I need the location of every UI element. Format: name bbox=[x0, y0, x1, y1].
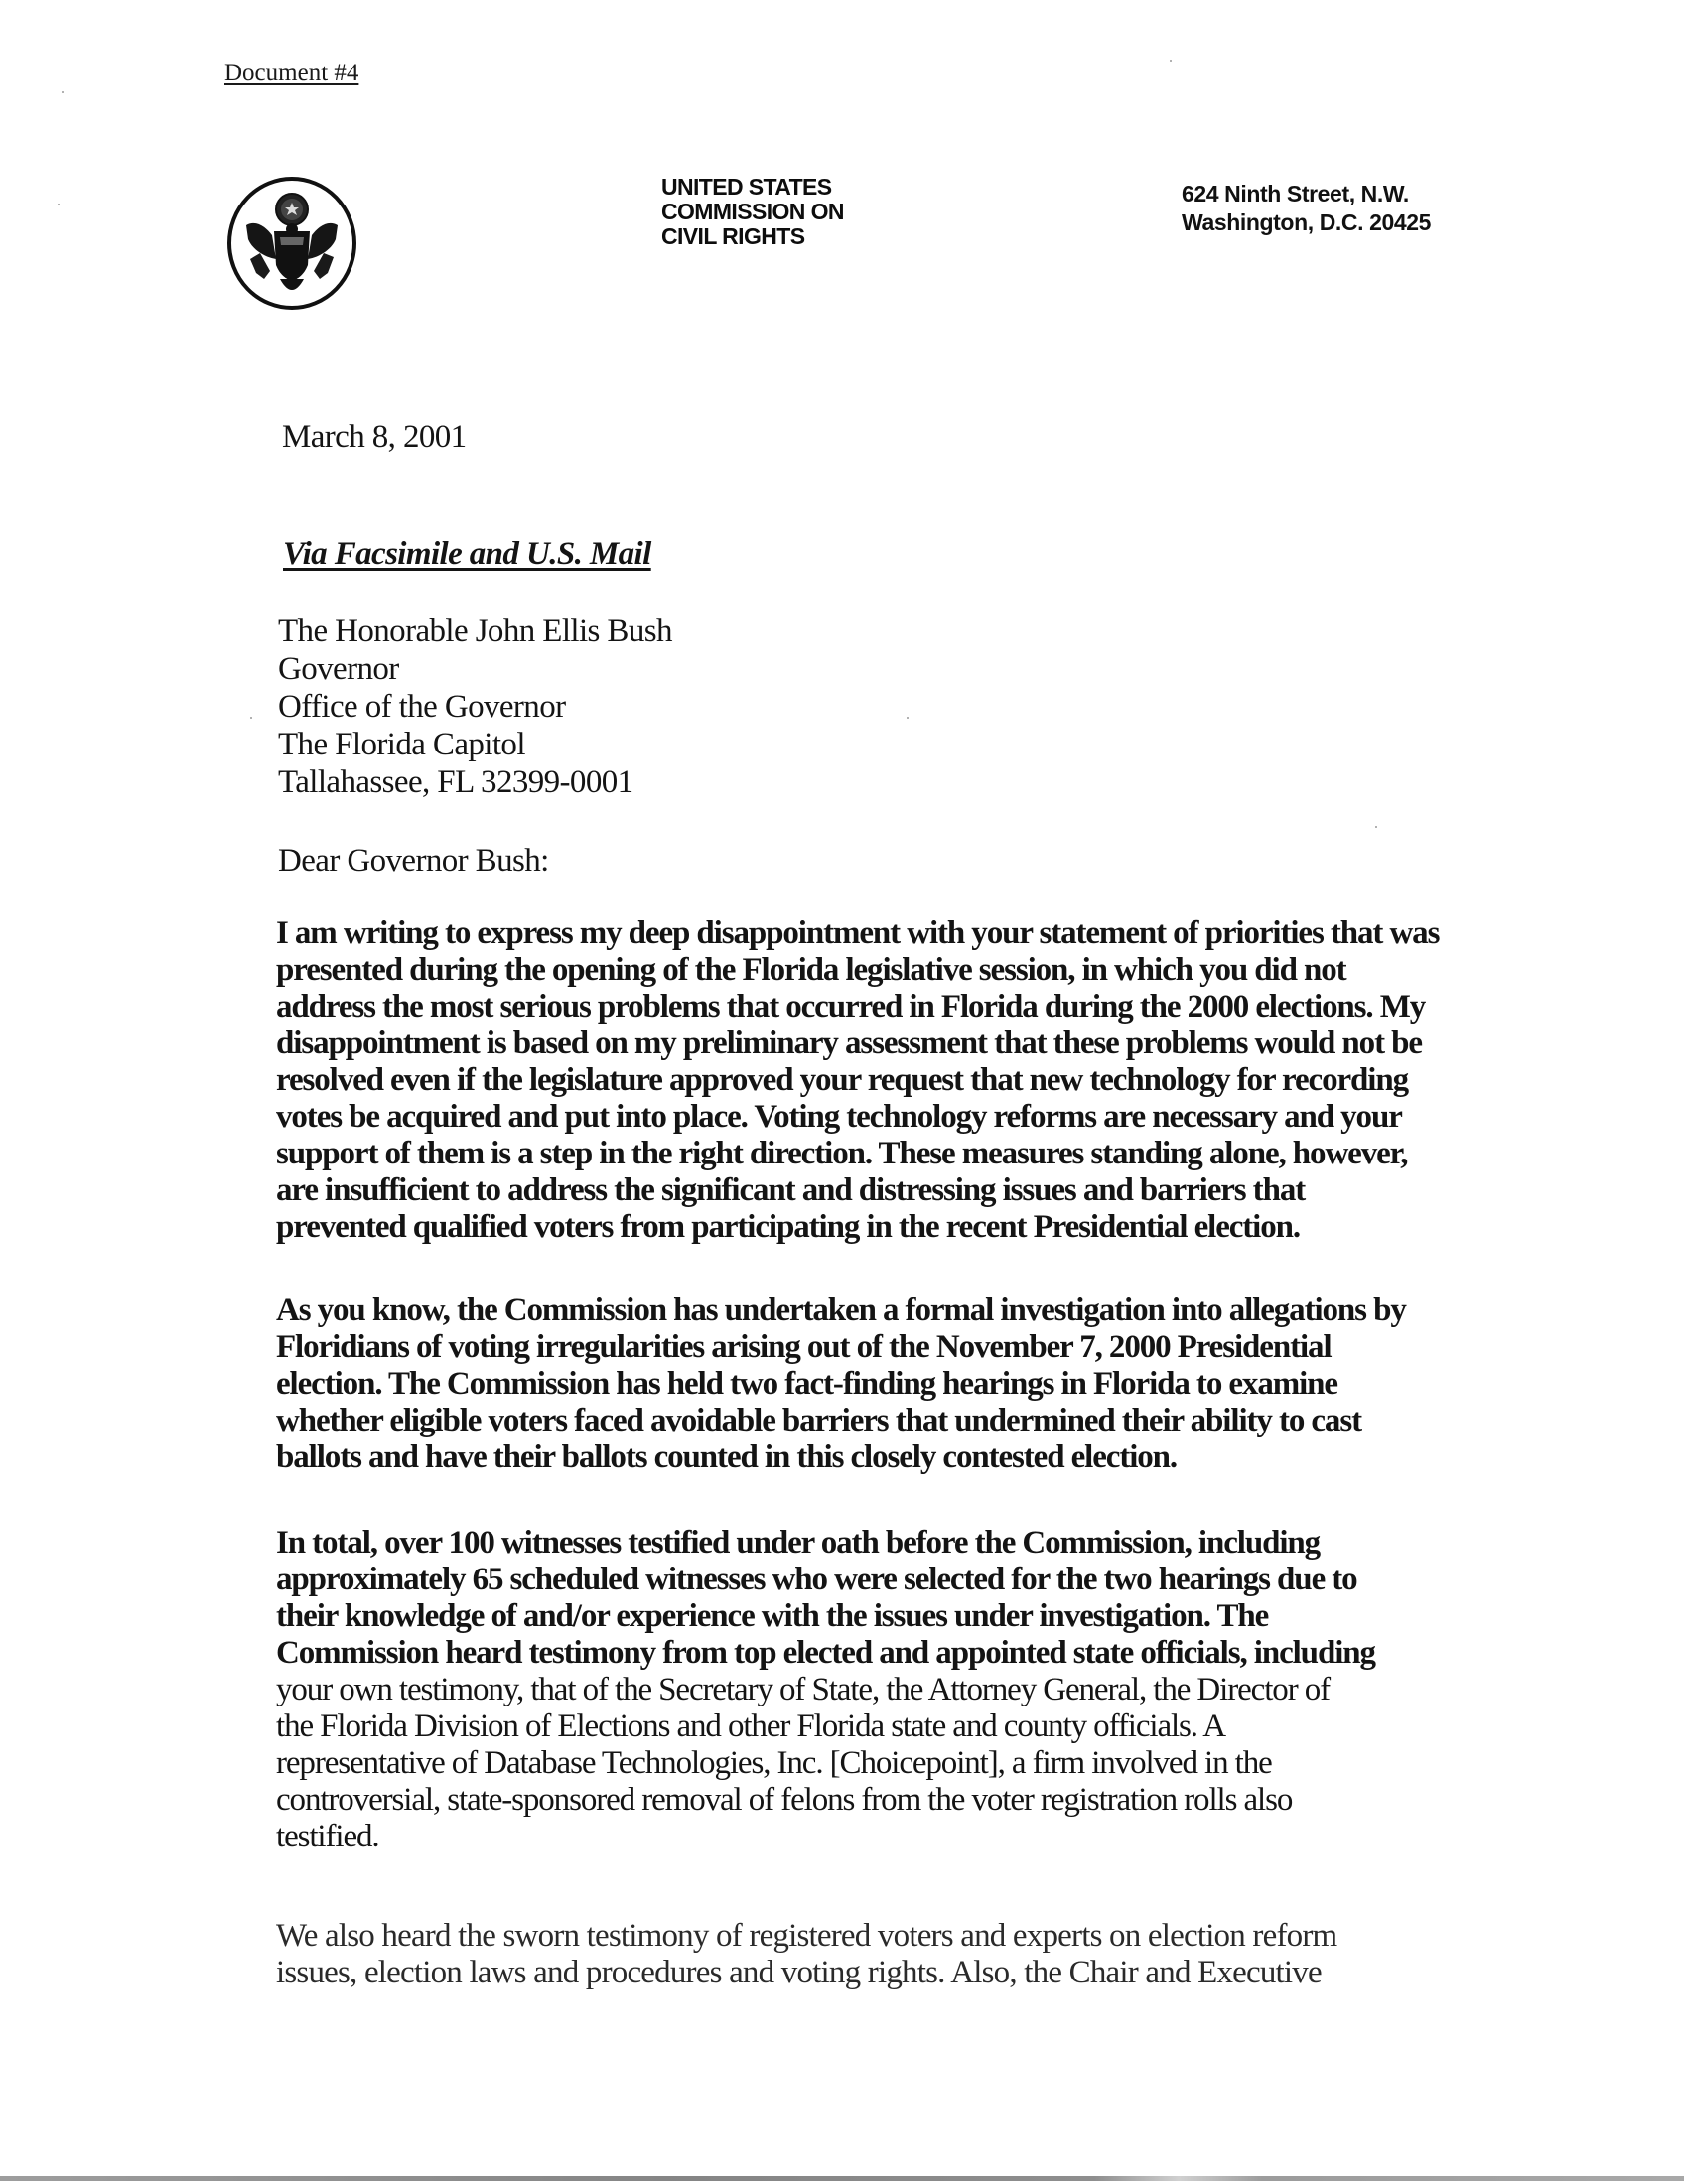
paragraph-line: issues, election laws and procedures and voting rights. Also, the Chair and Executive bbox=[276, 1955, 1322, 1990]
body-paragraph-1 bbox=[276, 915, 1439, 1246]
recipient-city: Tallahassee, FL 32399-0001 bbox=[278, 764, 633, 800]
recipient-title: Governor bbox=[278, 651, 399, 687]
agency-line: COMMISSION ON bbox=[661, 199, 844, 224]
recipient-building: The Florida Capitol bbox=[278, 727, 525, 762]
paragraph-line: presented during the opening of the Florida legislative session, in which you did not bbox=[276, 952, 1346, 988]
recipient-office: Office of the Governor bbox=[278, 689, 566, 725]
scan-speck bbox=[907, 717, 909, 719]
paragraph-line: the Florida Division of Elections and other Florida state and county officials. A bbox=[276, 1708, 1226, 1744]
salutation: Dear Governor Bush: bbox=[278, 843, 549, 879]
paragraph-line: Floridians of voting irregularities arising out of the November 7, 2000 Presidential bbox=[276, 1329, 1332, 1365]
paragraph-line: support of them is a step in the right direction. These measures standing alone, however, bbox=[276, 1136, 1408, 1171]
paragraph-line: votes be acquired and put into place. Voting technology reforms are necessary and your bbox=[276, 1099, 1402, 1135]
paragraph-line: As you know, the Commission has undertaken a formal investigation into allegations by bbox=[276, 1293, 1406, 1328]
agency-address bbox=[1182, 180, 1431, 237]
scan-speck bbox=[58, 204, 60, 205]
scan-bottom-edge bbox=[0, 2176, 1684, 2181]
paragraph-line: prevented qualified voters from participating in the recent Presidential election. bbox=[276, 1209, 1301, 1245]
body-paragraph-3 bbox=[276, 1525, 1375, 1855]
paragraph-line: representative of Database Technologies, Inc. [Choicepoint], a firm involved in the bbox=[276, 1745, 1272, 1781]
scan-speck bbox=[62, 91, 64, 93]
paragraph-line: approximately 65 scheduled witnesses who were selected for the two hearings due to bbox=[276, 1562, 1357, 1597]
paragraph-line: In total, over 100 witnesses testified under oath before the Commission, including bbox=[276, 1525, 1321, 1561]
paragraph-line: ballots and have their ballots counted in this closely contested election. bbox=[276, 1439, 1178, 1475]
paragraph-line: testified. bbox=[276, 1819, 379, 1854]
address-line: 624 Ninth Street, N.W. bbox=[1182, 181, 1409, 206]
scan-speck bbox=[1375, 826, 1377, 828]
paragraph-line: are insufficient to address the significant and distressing issues and barriers that bbox=[276, 1172, 1306, 1208]
paragraph-line: your own testimony, that of the Secretary of State, the Attorney General, the Director of bbox=[276, 1672, 1331, 1707]
body-paragraph-4 bbox=[276, 1918, 1336, 1991]
letter-date: March 8, 2001 bbox=[282, 419, 467, 455]
paragraph-line: Commission heard testimony from top elected and appointed state officials, including bbox=[276, 1635, 1375, 1671]
recipient-address-block bbox=[278, 613, 672, 801]
scan-speck bbox=[250, 717, 252, 719]
paragraph-line: controversial, state-sponsored removal of felons from the voter registration rolls also bbox=[276, 1782, 1293, 1818]
delivery-method: Via Facsimile and U.S. Mail bbox=[283, 536, 651, 572]
recipient-name: The Honorable John Ellis Bush bbox=[278, 614, 672, 649]
paragraph-line: disappointment is based on my preliminary assessment that these problems would not be bbox=[276, 1025, 1422, 1061]
agency-name bbox=[661, 175, 844, 249]
address-line: Washington, D.C. 20425 bbox=[1182, 209, 1432, 235]
document-label: Document #4 bbox=[224, 60, 359, 86]
agency-line: UNITED STATES bbox=[661, 174, 832, 200]
paragraph-line: resolved even if the legislature approved your request that new technology for recording bbox=[276, 1062, 1409, 1098]
agency-line: CIVIL RIGHTS bbox=[661, 223, 805, 249]
paragraph-line: I am writing to express my deep disappointment with your statement of priorities that was bbox=[276, 915, 1440, 951]
paragraph-line: address the most serious problems that occurred in Florida during the 2000 elections. My bbox=[276, 989, 1426, 1024]
paragraph-line: their knowledge of and/or experience with the issues under investigation. The bbox=[276, 1598, 1269, 1634]
scan-speck bbox=[1170, 60, 1172, 62]
paragraph-line: We also heard the sworn testimony of registered voters and experts on election reform bbox=[276, 1918, 1337, 1954]
paragraph-line: whether eligible voters faced avoidable barriers that undermined their ability to cast bbox=[276, 1403, 1361, 1438]
paragraph-line: election. The Commission has held two fact-finding hearings in Florida to examine bbox=[276, 1366, 1337, 1402]
body-paragraph-2 bbox=[276, 1293, 1406, 1476]
great-seal-eagle-icon bbox=[226, 176, 357, 311]
